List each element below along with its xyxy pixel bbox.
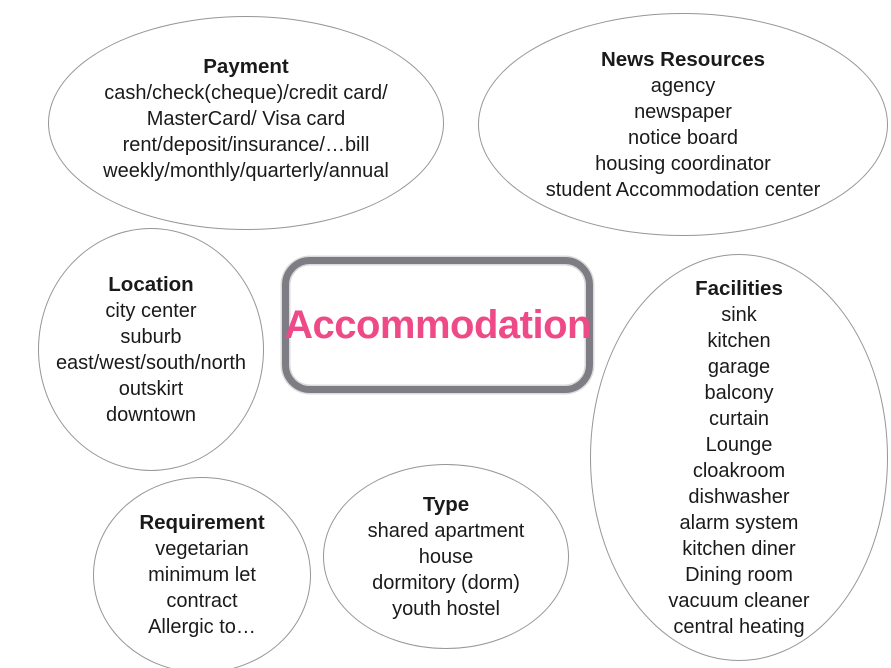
bubble-facilities-title: Facilities <box>695 276 783 300</box>
bubble-facilities-item: Dining room <box>685 563 793 586</box>
center-topic-box <box>282 257 593 393</box>
bubble-type-item: house <box>418 545 474 568</box>
bubble-facilities-content <box>668 276 809 640</box>
bubble-news-resources-item: newspaper <box>634 100 732 123</box>
bubble-facilities-item: kitchen diner <box>682 537 796 560</box>
bubble-requirement-item: contract <box>166 590 238 612</box>
bubble-payment-content <box>103 54 389 192</box>
bubble-location-item: east/west/south/north <box>55 351 247 374</box>
bubble-requirement-title: Requirement <box>139 511 265 534</box>
bubble-facilities-item: alarm system <box>679 511 799 534</box>
bubble-facilities-item: central heating <box>673 615 805 638</box>
bubble-location-item: downtown <box>105 403 197 426</box>
bubble-facilities-item: sink <box>721 303 757 326</box>
bubble-location-title: Location <box>108 272 194 296</box>
bubble-location-item: suburb <box>120 325 182 348</box>
bubble-facilities-item: kitchen <box>707 329 771 352</box>
bubble-payment-item: rent/deposit/insurance/…bill <box>122 134 370 156</box>
bubble-payment-title: Payment <box>203 55 289 78</box>
bubble-location-item: city center <box>105 299 197 322</box>
bubble-type-item: youth hostel <box>392 597 500 620</box>
bubble-news-resources <box>478 13 888 236</box>
bubble-requirement <box>93 477 311 668</box>
bubble-news-resources-title: News Resources <box>600 47 766 71</box>
bubble-requirement-content <box>139 510 264 640</box>
bubble-news-resources-item: housing coordinator <box>595 152 771 175</box>
bubble-payment-item: MasterCard/ Visa card <box>146 108 346 130</box>
bubble-facilities-item: balcony <box>704 381 774 404</box>
bubble-type-item: dormitory (dorm) <box>372 571 520 594</box>
bubble-type-item: shared apartment <box>367 519 525 542</box>
bubble-requirement-item: vegetarian <box>155 538 249 560</box>
bubble-payment <box>48 16 444 230</box>
bubble-facilities-item: cloakroom <box>692 459 786 482</box>
bubble-location-item: outskirt <box>118 377 184 400</box>
bubble-type <box>323 464 569 649</box>
bubble-facilities-item: curtain <box>708 407 770 430</box>
bubble-facilities-item: dishwasher <box>688 485 790 508</box>
bubble-location <box>38 228 264 471</box>
bubble-news-resources-item: student Accommodation center <box>545 178 821 201</box>
bubble-facilities-item: vacuum cleaner <box>668 589 810 612</box>
bubble-requirement-item: minimum let <box>148 564 256 586</box>
bubble-type-content <box>368 492 525 622</box>
bubble-news-resources-content <box>546 47 821 203</box>
bubble-facilities-item: Lounge <box>705 433 773 456</box>
bubble-facilities <box>590 254 888 661</box>
bubble-news-resources-item: notice board <box>627 126 739 149</box>
bubble-type-title: Type <box>422 492 470 516</box>
bubble-location-content <box>56 272 246 428</box>
bubble-facilities-item: garage <box>707 355 771 378</box>
bubble-requirement-item: Allergic to… <box>148 616 256 638</box>
bubble-payment-item: cash/check(cheque)/credit card/ <box>104 82 388 104</box>
bubble-payment-item: weekly/monthly/quarterly/annual <box>103 160 389 182</box>
bubble-news-resources-item: agency <box>650 74 716 97</box>
center-topic-label: Accommodation <box>284 302 591 347</box>
